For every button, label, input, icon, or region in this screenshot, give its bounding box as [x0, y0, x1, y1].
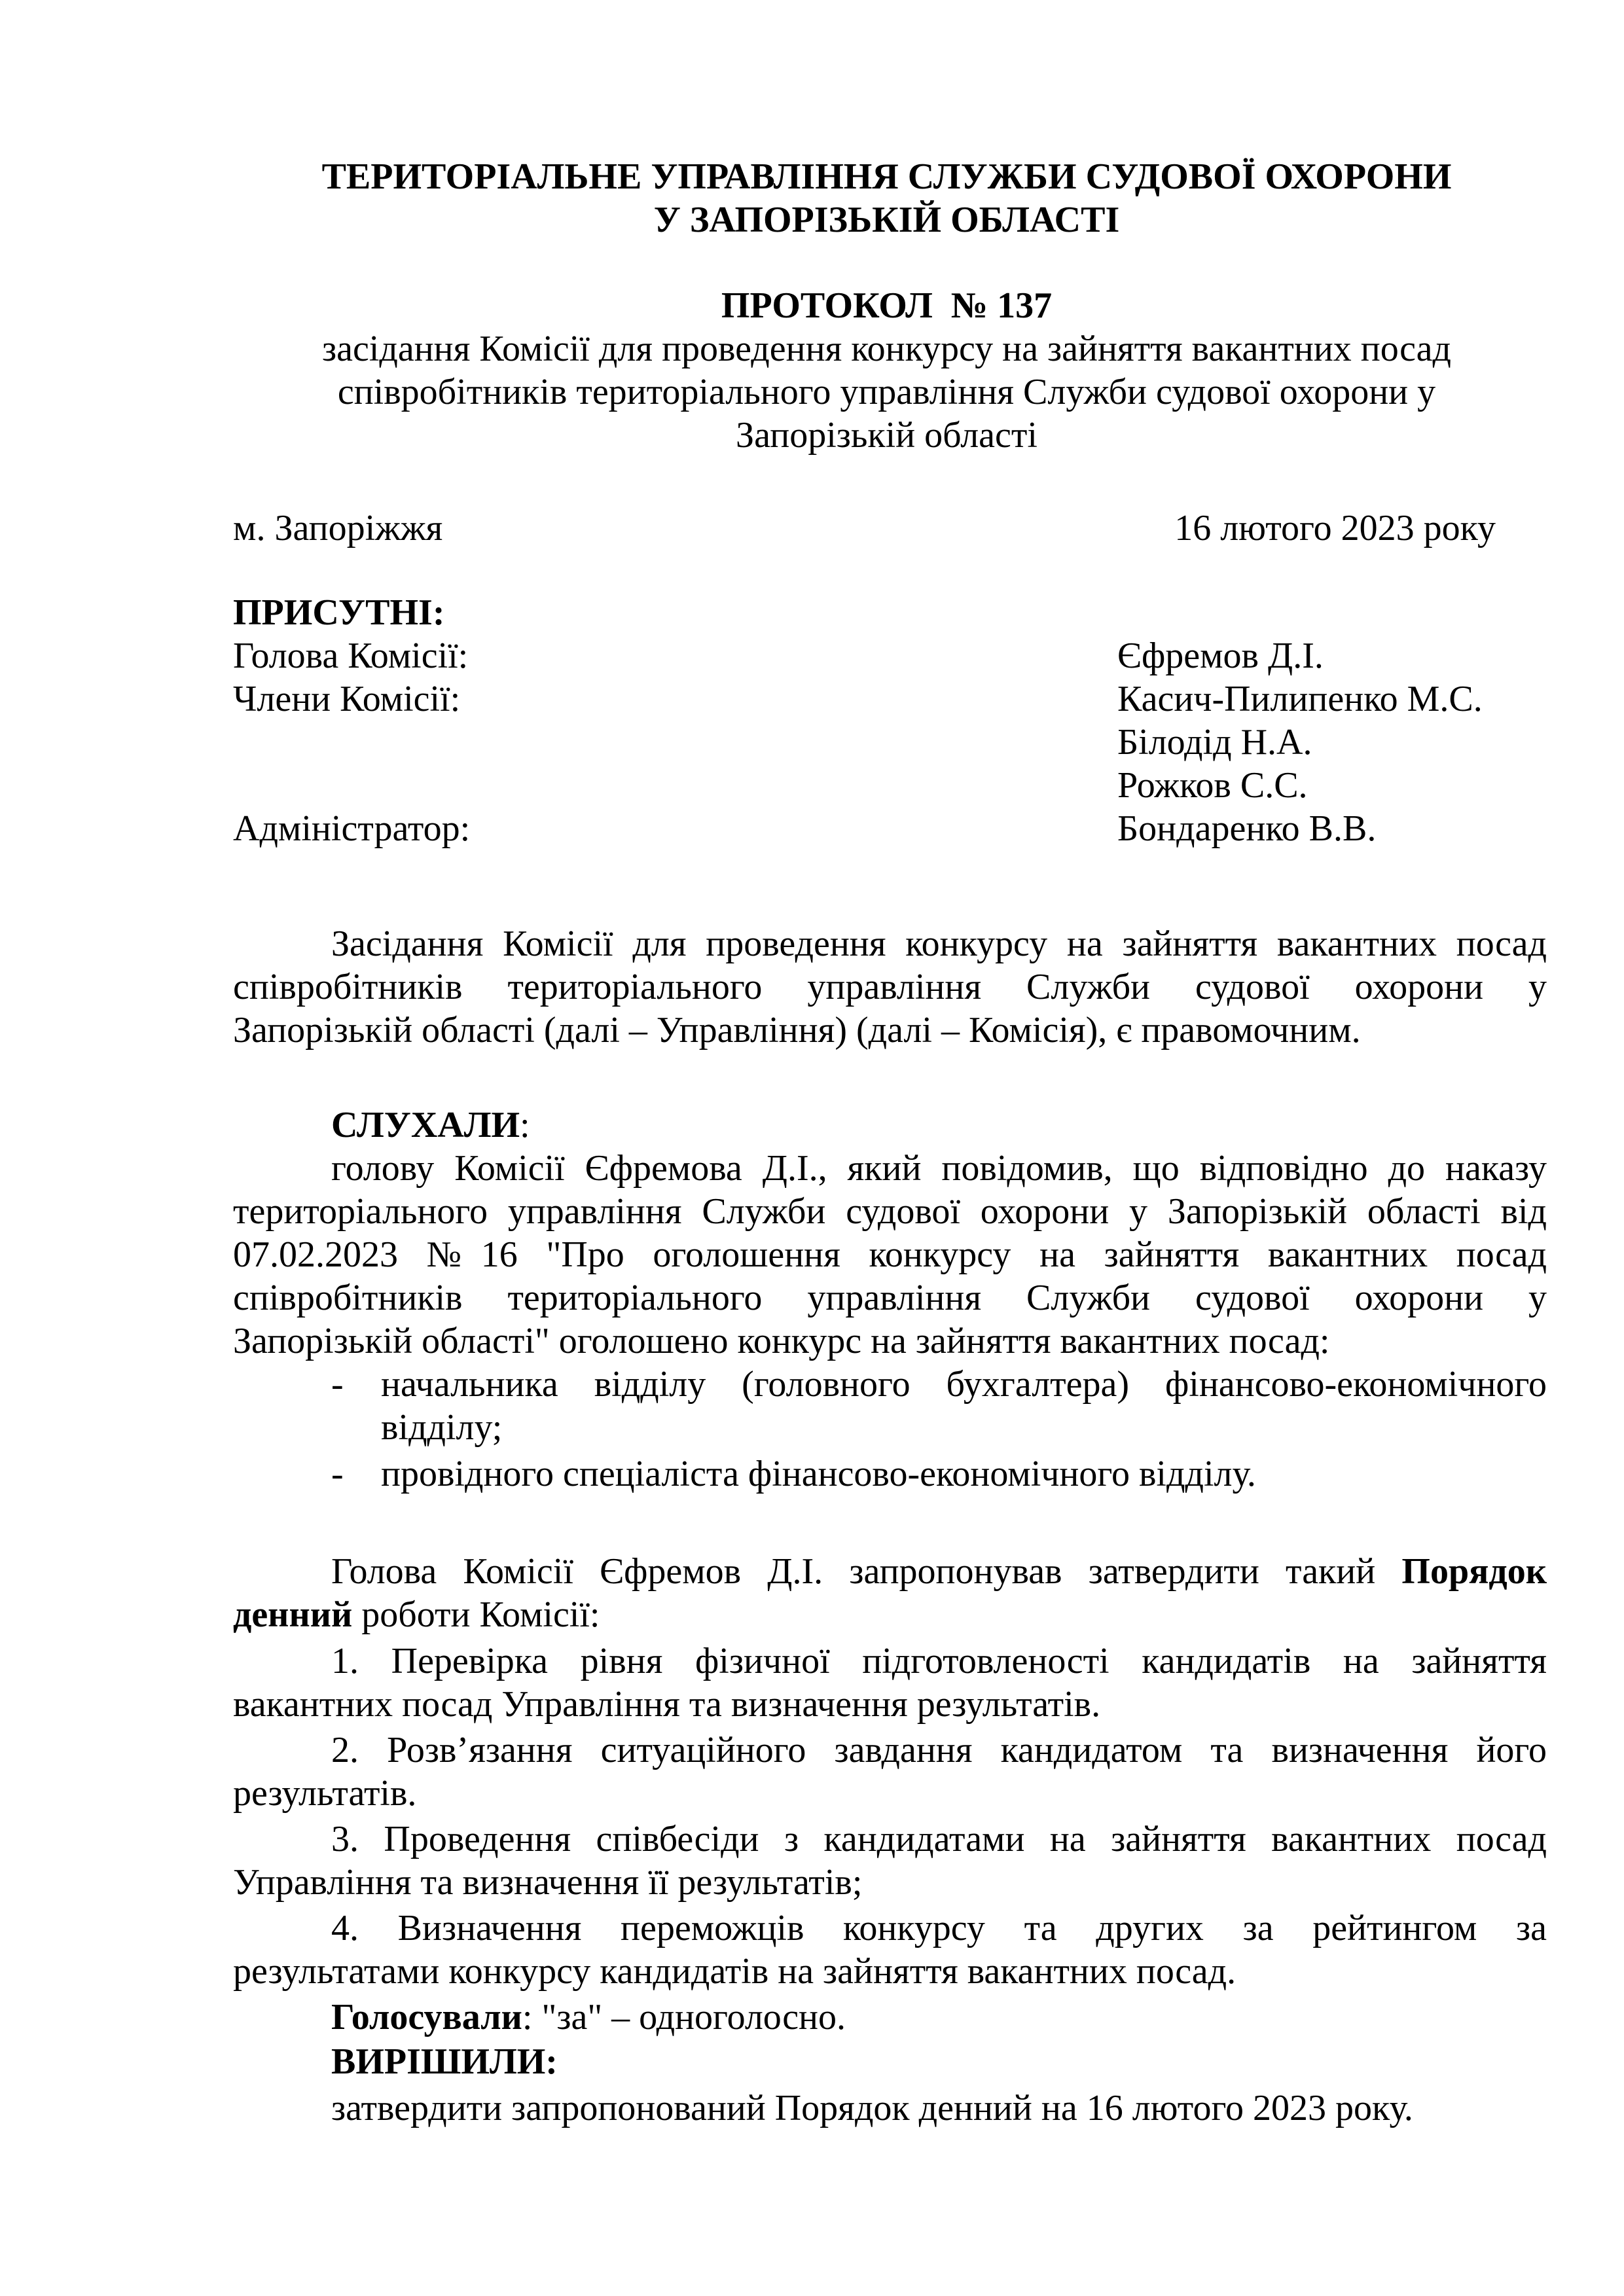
agenda-item: 1. Перевірка рівня фізичної підготовленості кандидатів на зайняття [331, 1641, 1547, 1681]
heard-paragraph-line: Запорізькій області" оголошено конкурс на зайняття вакантних посад: [233, 1321, 1330, 1361]
agenda-item: 3. Проведення співбесіди з кандидатами на зайняття вакантних посад [331, 1819, 1547, 1859]
organization-title [233, 155, 1540, 242]
subtitle-line: засідання Комісії для проведення конкурсу на зайняття вакантних посад [321, 329, 1452, 369]
list-item-continuation: відділу; [381, 1407, 503, 1448]
list-item: провідного спеціаліста фінансово-економічного відділу. [381, 1454, 1256, 1494]
agenda-intro-text: Голова Комісії Єфремов Д.І. запропонував затвердити такий [331, 1551, 1402, 1592]
decision-text: затвердити запропонований Порядок денний на 16 лютого 2023 року. [331, 2088, 1413, 2128]
protocol-subtitle [233, 327, 1540, 457]
chair-label: Голова Комісії: [233, 636, 469, 676]
document-date: 16 лютого 2023 року [1174, 508, 1496, 548]
agenda-term: Порядок [1401, 1551, 1547, 1592]
members-label: Члени Комісії: [233, 679, 461, 719]
list-bullet: - [331, 1454, 344, 1494]
subtitle-line: співробітників територіального управління Служби судової охорони у [337, 372, 1436, 412]
member-name: Рожков С.С. [1117, 765, 1308, 806]
list-bullet: - [331, 1364, 344, 1405]
organization-title-line: У ЗАПОРІЗЬКІЙ ОБЛАСТІ [653, 200, 1120, 240]
subtitle-line: Запорізькій області [736, 415, 1038, 456]
heard-heading [331, 1103, 530, 1147]
vote-label: Голосували [331, 1997, 522, 2037]
chair-name: Єфремов Д.І. [1117, 636, 1324, 676]
list-item: начальника відділу (головного бухгалтера) фінансово-економічного [381, 1364, 1547, 1405]
agenda-item-continuation: вакантних посад Управління та визначення результатів. [233, 1684, 1101, 1725]
quorum-paragraph-line: Запорізькій області (далі – Управління) (далі – Комісія), є правомочним. [233, 1010, 1361, 1050]
present-heading: ПРИСУТНІ: [233, 592, 445, 633]
heard-paragraph-line: співробітників територіального управління Служби судової охорони у [233, 1278, 1547, 1318]
vote-line [331, 1996, 846, 2039]
agenda-item-continuation: результатами конкурсу кандидатів на зайняття вакантних посад. [233, 1951, 1236, 1992]
agenda-intro-line [233, 1593, 600, 1636]
decided-heading: ВИРІШИЛИ: [331, 2041, 558, 2082]
agenda-item-continuation: Управління та визначення її результатів; [233, 1862, 863, 1903]
agenda-intro-line [331, 1550, 1547, 1593]
member-name: Касич-Пилипенко М.С. [1117, 679, 1483, 719]
agenda-item: 4. Визначення переможців конкурсу та других за рейтингом за [331, 1908, 1547, 1948]
vote-result: : "за" – одноголосно. [522, 1997, 846, 2037]
heard-paragraph-line: голову Комісії Єфремова Д.І., який повідомив, що відповідно до наказу [331, 1148, 1547, 1189]
quorum-paragraph-line: співробітників територіального управління Служби судової охорони у [233, 967, 1547, 1007]
city: м. Запоріжжя [233, 508, 443, 548]
heard-heading-colon: : [520, 1105, 530, 1145]
organization-title-line: ТЕРИТОРІАЛЬНЕ УПРАВЛІННЯ СЛУЖБИ СУДОВОЇ ОХОРОНИ [321, 156, 1452, 197]
heard-heading-label: СЛУХАЛИ [331, 1105, 520, 1145]
member-name: Білодід Н.А. [1117, 722, 1312, 762]
agenda-term: денний [233, 1594, 353, 1635]
administrator-name: Бондаренко В.В. [1117, 808, 1377, 849]
heard-paragraph-line: 07.02.2023 №16 "Про оголошення конкурсу на зайняття вакантних посад [233, 1234, 1547, 1275]
agenda-intro-text: роботи Комісії: [352, 1594, 600, 1635]
quorum-paragraph-line: Засідання Комісії для проведення конкурсу на зайняття вакантних посад [331, 924, 1547, 964]
protocol-title: ПРОТОКОЛ № 137 [721, 285, 1053, 326]
administrator-label: Адміністратор: [233, 808, 471, 849]
heard-paragraph-line: територіального управління Служби судової охорони у Запорізькій області від [233, 1191, 1547, 1232]
agenda-item: 2. Розв’язання ситуаційного завдання кандидатом та визначення його [331, 1730, 1547, 1770]
agenda-item-continuation: результатів. [233, 1773, 417, 1814]
